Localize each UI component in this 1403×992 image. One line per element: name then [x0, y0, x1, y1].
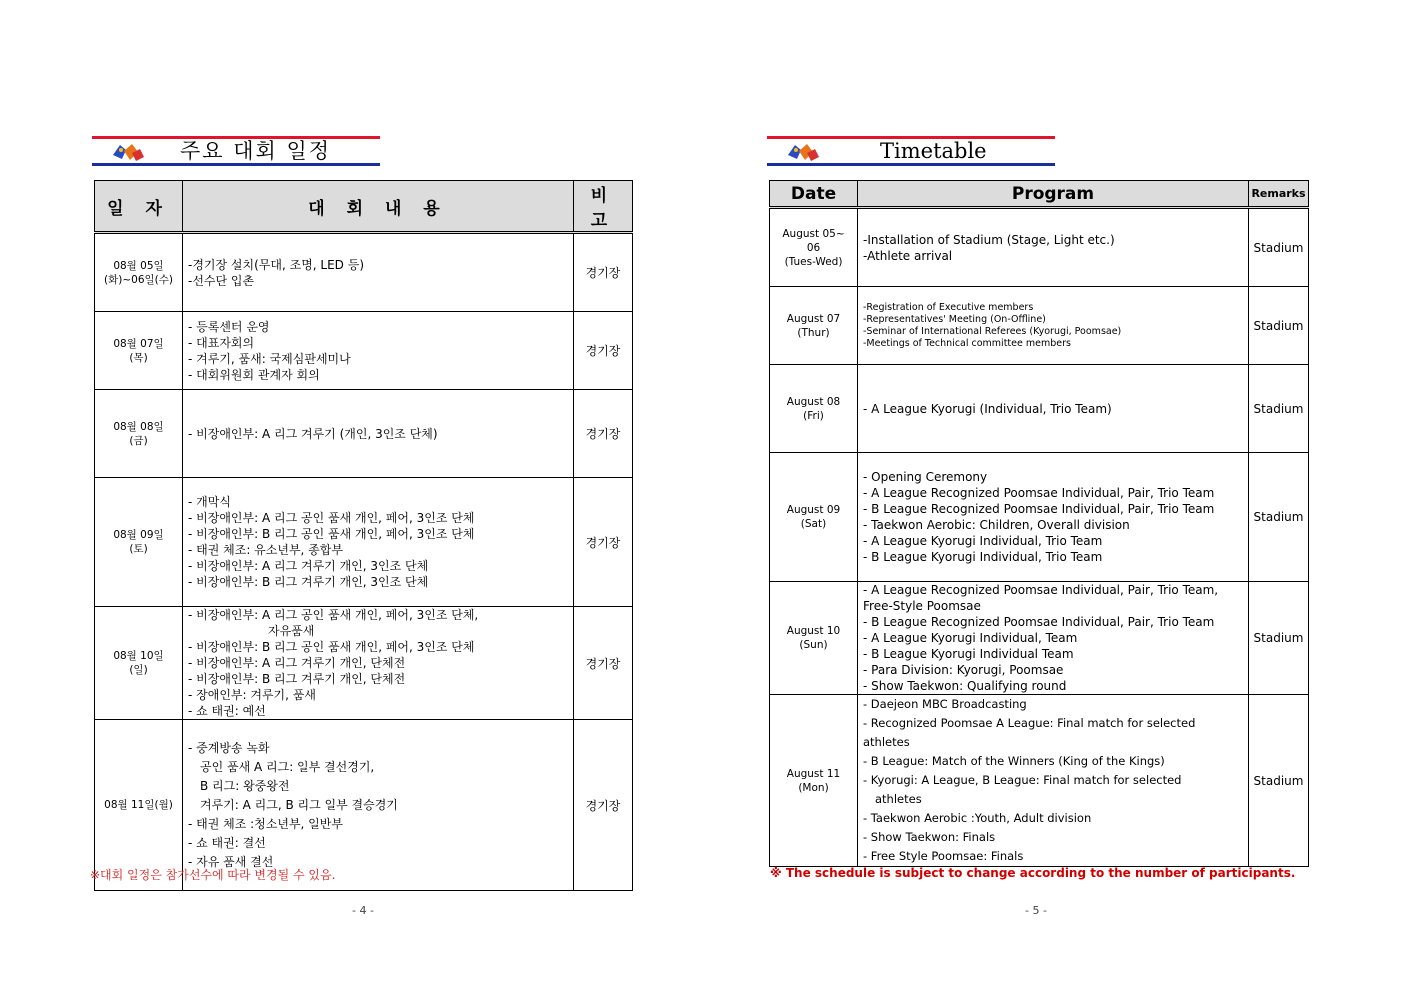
row-program	[183, 312, 574, 390]
row-remark: Stadium	[1249, 582, 1309, 695]
table-row	[95, 390, 633, 478]
program-item: - A League Kyorugi Individual, Team	[863, 631, 1078, 645]
korean-title-header	[92, 136, 380, 166]
row-date	[95, 720, 183, 891]
program-item: - Show Taekwon: Finals	[863, 830, 996, 844]
row-remark: 경기장	[574, 607, 633, 720]
program-item: - Recognized Poomsae A League: Final match for selected	[863, 716, 1196, 730]
program-item: - 장애인부: 겨루기, 품새	[188, 688, 316, 702]
row-program	[858, 208, 1249, 287]
program-item: - Free Style Poomsae: Finals	[863, 849, 1024, 863]
program-item: B 리그: 왕중왕전	[200, 778, 290, 793]
program-item: - Kyorugi: A League, B League: Final match for selected	[863, 773, 1182, 787]
row-date	[770, 582, 858, 695]
date-line: (일)	[129, 664, 148, 676]
program-item: -Seminar of International Referees (Kyorugi, Poomsae)	[863, 325, 1122, 337]
program-item: - 태권 체조: 유소년부, 종합부	[188, 543, 343, 557]
program-item: - 대표자회의	[188, 335, 255, 350]
program-item: - B League Recognized Poomsae Individual, Pair, Trio Team	[863, 615, 1215, 629]
date-line: (목)	[129, 351, 148, 364]
english-title-header	[767, 136, 1055, 166]
column-header-date: 일 자	[95, 181, 183, 233]
program-item: - B League Kyorugi Individual, Trio Team	[863, 550, 1103, 564]
program-item: - 비장애인부: A 리그 겨루기 (개인, 3인조 단체)	[188, 426, 438, 441]
taekwondo-mascot-logo-icon	[110, 141, 146, 163]
program-item: - Taekwon Aerobic: Children, Overall division	[863, 518, 1130, 532]
column-header-remark: 비 고	[574, 181, 633, 233]
row-remark: 경기장	[574, 312, 633, 390]
taekwondo-mascot-logo-icon	[785, 141, 821, 163]
row-date	[95, 607, 183, 720]
row-date	[770, 208, 858, 287]
program-item: 겨루기: A 리그, B 리그 일부 결승경기	[200, 797, 398, 812]
program-item: - 대회위원회 관계자 회의	[188, 367, 320, 382]
column-header-remarks: Remarks	[1249, 181, 1309, 208]
row-remark: 경기장	[574, 233, 633, 312]
column-header-program: Program	[858, 181, 1249, 208]
table-row	[770, 208, 1309, 287]
english-timetable-table	[769, 180, 1309, 867]
row-remark: Stadium	[1249, 695, 1309, 867]
table-row	[770, 287, 1309, 365]
date-line: August 10	[786, 625, 841, 637]
table-row	[95, 312, 633, 390]
program-item: - 비장애인부: A 리그 겨루기 개인, 3인조 단체	[188, 559, 429, 573]
program-item: - B League Kyorugi Individual Team	[863, 647, 1074, 661]
program-item: - 등록센터 운영	[188, 319, 270, 334]
date-line: (화)~06일(수)	[104, 273, 173, 286]
title-blue-rule	[92, 163, 380, 166]
program-item: - A League Recognized Poomsae Individual, Pair, Trio Team,	[863, 583, 1219, 597]
page-number: - 4 -	[352, 904, 374, 917]
row-date	[770, 287, 858, 365]
program-item: - Opening Ceremony	[863, 470, 988, 484]
row-date	[770, 453, 858, 582]
table-row	[95, 607, 633, 720]
program-item: - Daejeon MBC Broadcasting	[863, 697, 1027, 711]
program-item: - 쇼 태권: 결선	[188, 835, 266, 850]
program-item: - 비장애인부: B 리그 공인 품새 개인, 페어, 3인조 단체	[188, 527, 475, 541]
date-line: (Fri)	[803, 409, 824, 422]
page-title: 주요 대회 일정	[180, 139, 332, 163]
table-row	[95, 233, 633, 312]
row-date	[95, 233, 183, 312]
date-line: (Sun)	[799, 639, 828, 651]
row-program	[183, 390, 574, 478]
row-remark: 경기장	[574, 390, 633, 478]
row-date	[95, 390, 183, 478]
program-item: -Installation of Stadium (Stage, Light etc.)	[863, 232, 1115, 247]
date-line: 08월 05일	[113, 259, 164, 272]
program-item: - 중계방송 녹화	[188, 740, 270, 755]
row-date	[95, 478, 183, 607]
row-remark: 경기장	[574, 720, 633, 891]
table-header-row	[770, 181, 1309, 208]
row-remark: 경기장	[574, 478, 633, 607]
table-row	[770, 695, 1309, 867]
date-line: (금)	[129, 434, 148, 447]
program-item: - 비장애인부: A 리그 공인 품새 개인, 페어, 3인조 단체	[188, 511, 475, 525]
row-program	[183, 720, 574, 891]
date-line: 08월 07일	[113, 337, 164, 350]
row-date	[770, 365, 858, 453]
program-item: -Meetings of Technical committee members	[863, 337, 1071, 349]
program-item: - 쇼 태권: 예선	[188, 704, 266, 718]
date-line: August 08	[786, 395, 841, 408]
program-item: -Representatives' Meeting (On-Offline)	[863, 313, 1046, 325]
program-item: - 비장애인부: B 리그 공인 품새 개인, 페어, 3인조 단체	[188, 640, 475, 654]
table-row	[770, 365, 1309, 453]
title-blue-rule	[767, 163, 1055, 166]
date-line: (Mon)	[798, 781, 829, 794]
page-number: - 5 -	[1025, 904, 1047, 917]
date-line: (Thur)	[797, 326, 830, 339]
program-item: - A League Recognized Poomsae Individual, Pair, Trio Team	[863, 486, 1215, 500]
date-line: 08월 08일	[113, 420, 164, 433]
program-item: - Para Division: Kyorugi, Poomsae	[863, 663, 1064, 677]
row-program	[183, 607, 574, 720]
row-program	[183, 478, 574, 607]
row-date	[770, 695, 858, 867]
date-line: (Sat)	[800, 518, 827, 530]
row-remark: Stadium	[1249, 365, 1309, 453]
program-item: -선수단 입촌	[188, 273, 255, 288]
date-line: 08월 09일	[113, 529, 164, 541]
program-item: - 겨루기, 품새: 국제심판세미나	[188, 351, 351, 366]
date-line: August 07	[786, 312, 841, 325]
table-row	[770, 453, 1309, 582]
program-item: -Registration of Executive members	[863, 301, 1034, 313]
program-item: 자유품새	[268, 624, 315, 638]
program-item: - A League Kyorugi Individual, Trio Team	[863, 534, 1103, 548]
program-item: - 자유 품새 결선	[188, 854, 274, 869]
program-item: -Athlete arrival	[863, 248, 953, 263]
column-header-date: Date	[770, 181, 858, 208]
row-program	[858, 287, 1249, 365]
program-item: - A League Kyorugi (Individual, Trio Team)	[863, 401, 1112, 416]
korean-schedule-table	[94, 180, 633, 891]
row-date	[95, 312, 183, 390]
table-row	[770, 582, 1309, 695]
date-line: (토)	[129, 543, 148, 555]
date-line: 08월 11일(월)	[104, 799, 173, 811]
row-program	[858, 453, 1249, 582]
program-item: athletes	[875, 792, 922, 806]
row-program	[858, 695, 1249, 867]
date-line: August 11	[786, 767, 841, 780]
program-item: 공인 품새 A 리그: 일부 결선경기,	[200, 759, 375, 774]
program-item: Free-Style Poomsae	[863, 599, 981, 613]
table-row	[95, 720, 633, 891]
program-item: - 태권 체조 :청소년부, 일반부	[188, 816, 343, 831]
row-program	[183, 233, 574, 312]
row-program	[858, 582, 1249, 695]
program-item: - 개막식	[188, 495, 231, 509]
page-title: Timetable	[880, 139, 987, 163]
row-remark: Stadium	[1249, 208, 1309, 287]
date-line: 06	[806, 241, 821, 254]
row-remark: Stadium	[1249, 453, 1309, 582]
date-line: August 05~	[782, 227, 845, 240]
date-line: (Tues-Wed)	[784, 255, 843, 268]
date-line: 08월 10일	[113, 650, 164, 662]
row-remark: Stadium	[1249, 287, 1309, 365]
program-item: - B League: Match of the Winners (King of the Kings)	[863, 754, 1165, 768]
schedule-change-note: ※대회 일정은 참가선수에 따라 변경될 수 있음.	[90, 868, 336, 882]
table-header-row	[95, 181, 633, 233]
row-program	[858, 365, 1249, 453]
table-row	[95, 478, 633, 607]
program-item: -경기장 설치(무대, 조명, LED 등)	[188, 257, 365, 272]
date-line: August 09	[786, 504, 841, 516]
program-item: - 비장애인부: B 리그 겨루기 개인, 단체전	[188, 672, 406, 686]
program-item: - Show Taekwon: Qualifying round	[863, 679, 1067, 693]
program-item: - 비장애인부: B 리그 겨루기 개인, 3인조 단체	[188, 575, 429, 589]
program-item: - 비장애인부: A 리그 겨루기 개인, 단체전	[188, 656, 406, 670]
schedule-change-note: ※ The schedule is subject to change according to the number of participants.	[770, 866, 1296, 880]
program-item: athletes	[863, 735, 910, 749]
program-item: - Taekwon Aerobic :Youth, Adult division	[863, 811, 1092, 825]
program-item: - 비장애인부: A 리그 공인 품새 개인, 페어, 3인조 단체,	[188, 608, 479, 622]
program-item: - B League Recognized Poomsae Individual, Pair, Trio Team	[863, 502, 1215, 516]
column-header-program: 대 회 내 용	[183, 181, 574, 233]
